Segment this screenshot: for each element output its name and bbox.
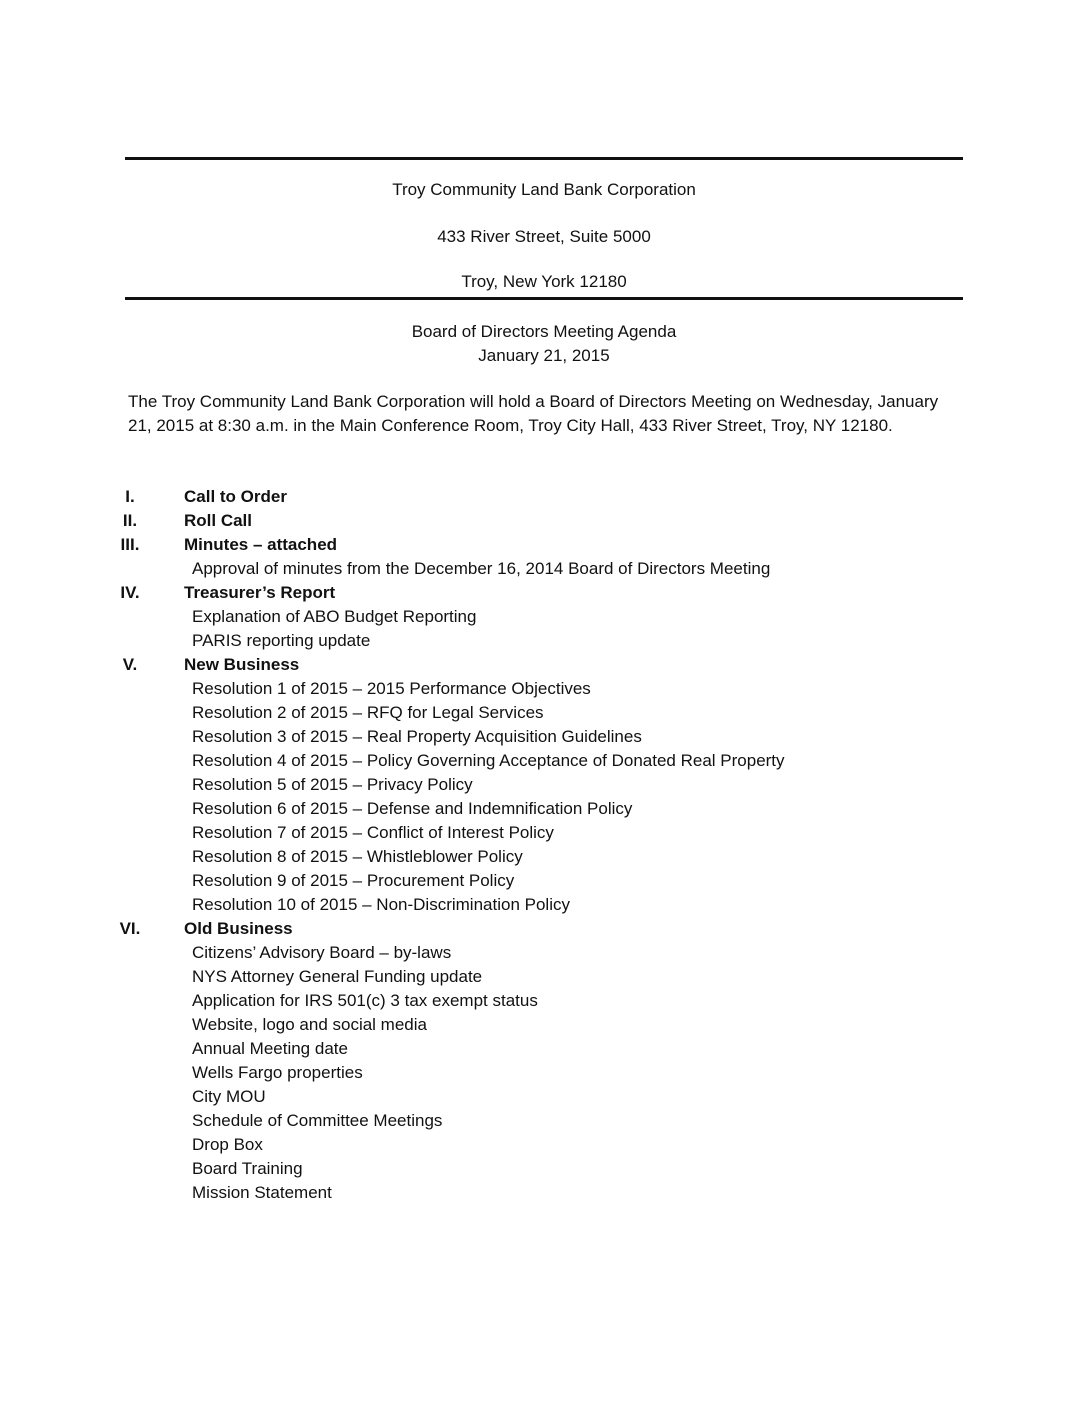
agenda-item: Explanation of ABO Budget Reporting — [192, 607, 477, 626]
agenda-item: Citizens’ Advisory Board – by-laws — [192, 943, 452, 962]
section-numeral: VI. — [119, 919, 141, 938]
header-bottom-rule — [125, 297, 963, 300]
section-numeral: III. — [120, 535, 140, 554]
header-top-rule — [125, 157, 963, 160]
agenda-item: Wells Fargo properties — [192, 1063, 363, 1082]
organization-street: 433 River Street, Suite 5000 — [437, 227, 651, 246]
agenda-section — [0, 509, 1088, 533]
agenda-title: Board of Directors Meeting Agenda — [411, 322, 677, 341]
agenda-item: Resolution 2 of 2015 – RFQ for Legal Services — [192, 703, 544, 722]
section-numeral: II. — [122, 511, 138, 530]
agenda-section — [0, 581, 1088, 605]
agenda-item: Resolution 3 of 2015 – Real Property Acquisition Guidelines — [192, 727, 642, 746]
intro-paragraph: The Troy Community Land Bank Corporation will hold a Board of Directors Meeting on Wednesday, January 21, 2015 at 8:30 a.m. in the Main Conference Room, Troy City Hall, 433 River Street, Troy, NY 12180. — [128, 392, 939, 435]
agenda-item: Board Training — [192, 1159, 303, 1178]
agenda-section — [0, 485, 1088, 509]
organization-name: Troy Community Land Bank Corporation — [392, 180, 696, 199]
section-title: Call to Order — [184, 487, 287, 506]
agenda-item: Mission Statement — [192, 1183, 332, 1202]
organization-city: Troy, New York 12180 — [461, 272, 627, 291]
agenda-item: Resolution 4 of 2015 – Policy Governing Acceptance of Donated Real Property — [192, 751, 785, 770]
agenda-item: Approval of minutes from the December 16, 2014 Board of Directors Meeting — [192, 559, 771, 578]
agenda-item: Resolution 1 of 2015 – 2015 Performance Objectives — [192, 679, 591, 698]
agenda-section — [0, 533, 1088, 557]
agenda-section — [0, 917, 1088, 941]
agenda-item: City MOU — [192, 1087, 266, 1106]
agenda-item: Resolution 10 of 2015 – Non-Discrimination Policy — [192, 895, 570, 914]
agenda-list — [0, 485, 1088, 1205]
section-numeral: I. — [125, 487, 135, 506]
agenda-date: January 21, 2015 — [478, 346, 610, 365]
agenda-item: Resolution 9 of 2015 – Procurement Policy — [192, 871, 515, 890]
agenda-item: Schedule of Committee Meetings — [192, 1111, 443, 1130]
section-title: Old Business — [184, 919, 293, 938]
agenda-item: PARIS reporting update — [192, 631, 371, 650]
agenda-item: Website, logo and social media — [192, 1015, 427, 1034]
section-title: Roll Call — [184, 511, 253, 530]
agenda-item: Resolution 5 of 2015 – Privacy Policy — [192, 775, 473, 794]
section-title: Minutes – attached — [184, 535, 338, 554]
agenda-section — [0, 653, 1088, 677]
section-title: Treasurer’s Report — [184, 583, 336, 602]
agenda-item: Resolution 6 of 2015 – Defense and Indemnification Policy — [192, 799, 633, 818]
agenda-heading — [125, 320, 963, 368]
agenda-item: Resolution 7 of 2015 – Conflict of Interest Policy — [192, 823, 554, 842]
agenda-item: Annual Meeting date — [192, 1039, 348, 1058]
section-title: New Business — [184, 655, 300, 674]
agenda-item: Application for IRS 501(c) 3 tax exempt status — [192, 991, 538, 1010]
agenda-item: NYS Attorney General Funding update — [192, 967, 483, 986]
section-numeral: IV. — [120, 583, 140, 602]
section-numeral: V. — [122, 655, 138, 674]
agenda-item: Drop Box — [192, 1135, 263, 1154]
agenda-item: Resolution 8 of 2015 – Whistleblower Policy — [192, 847, 523, 866]
